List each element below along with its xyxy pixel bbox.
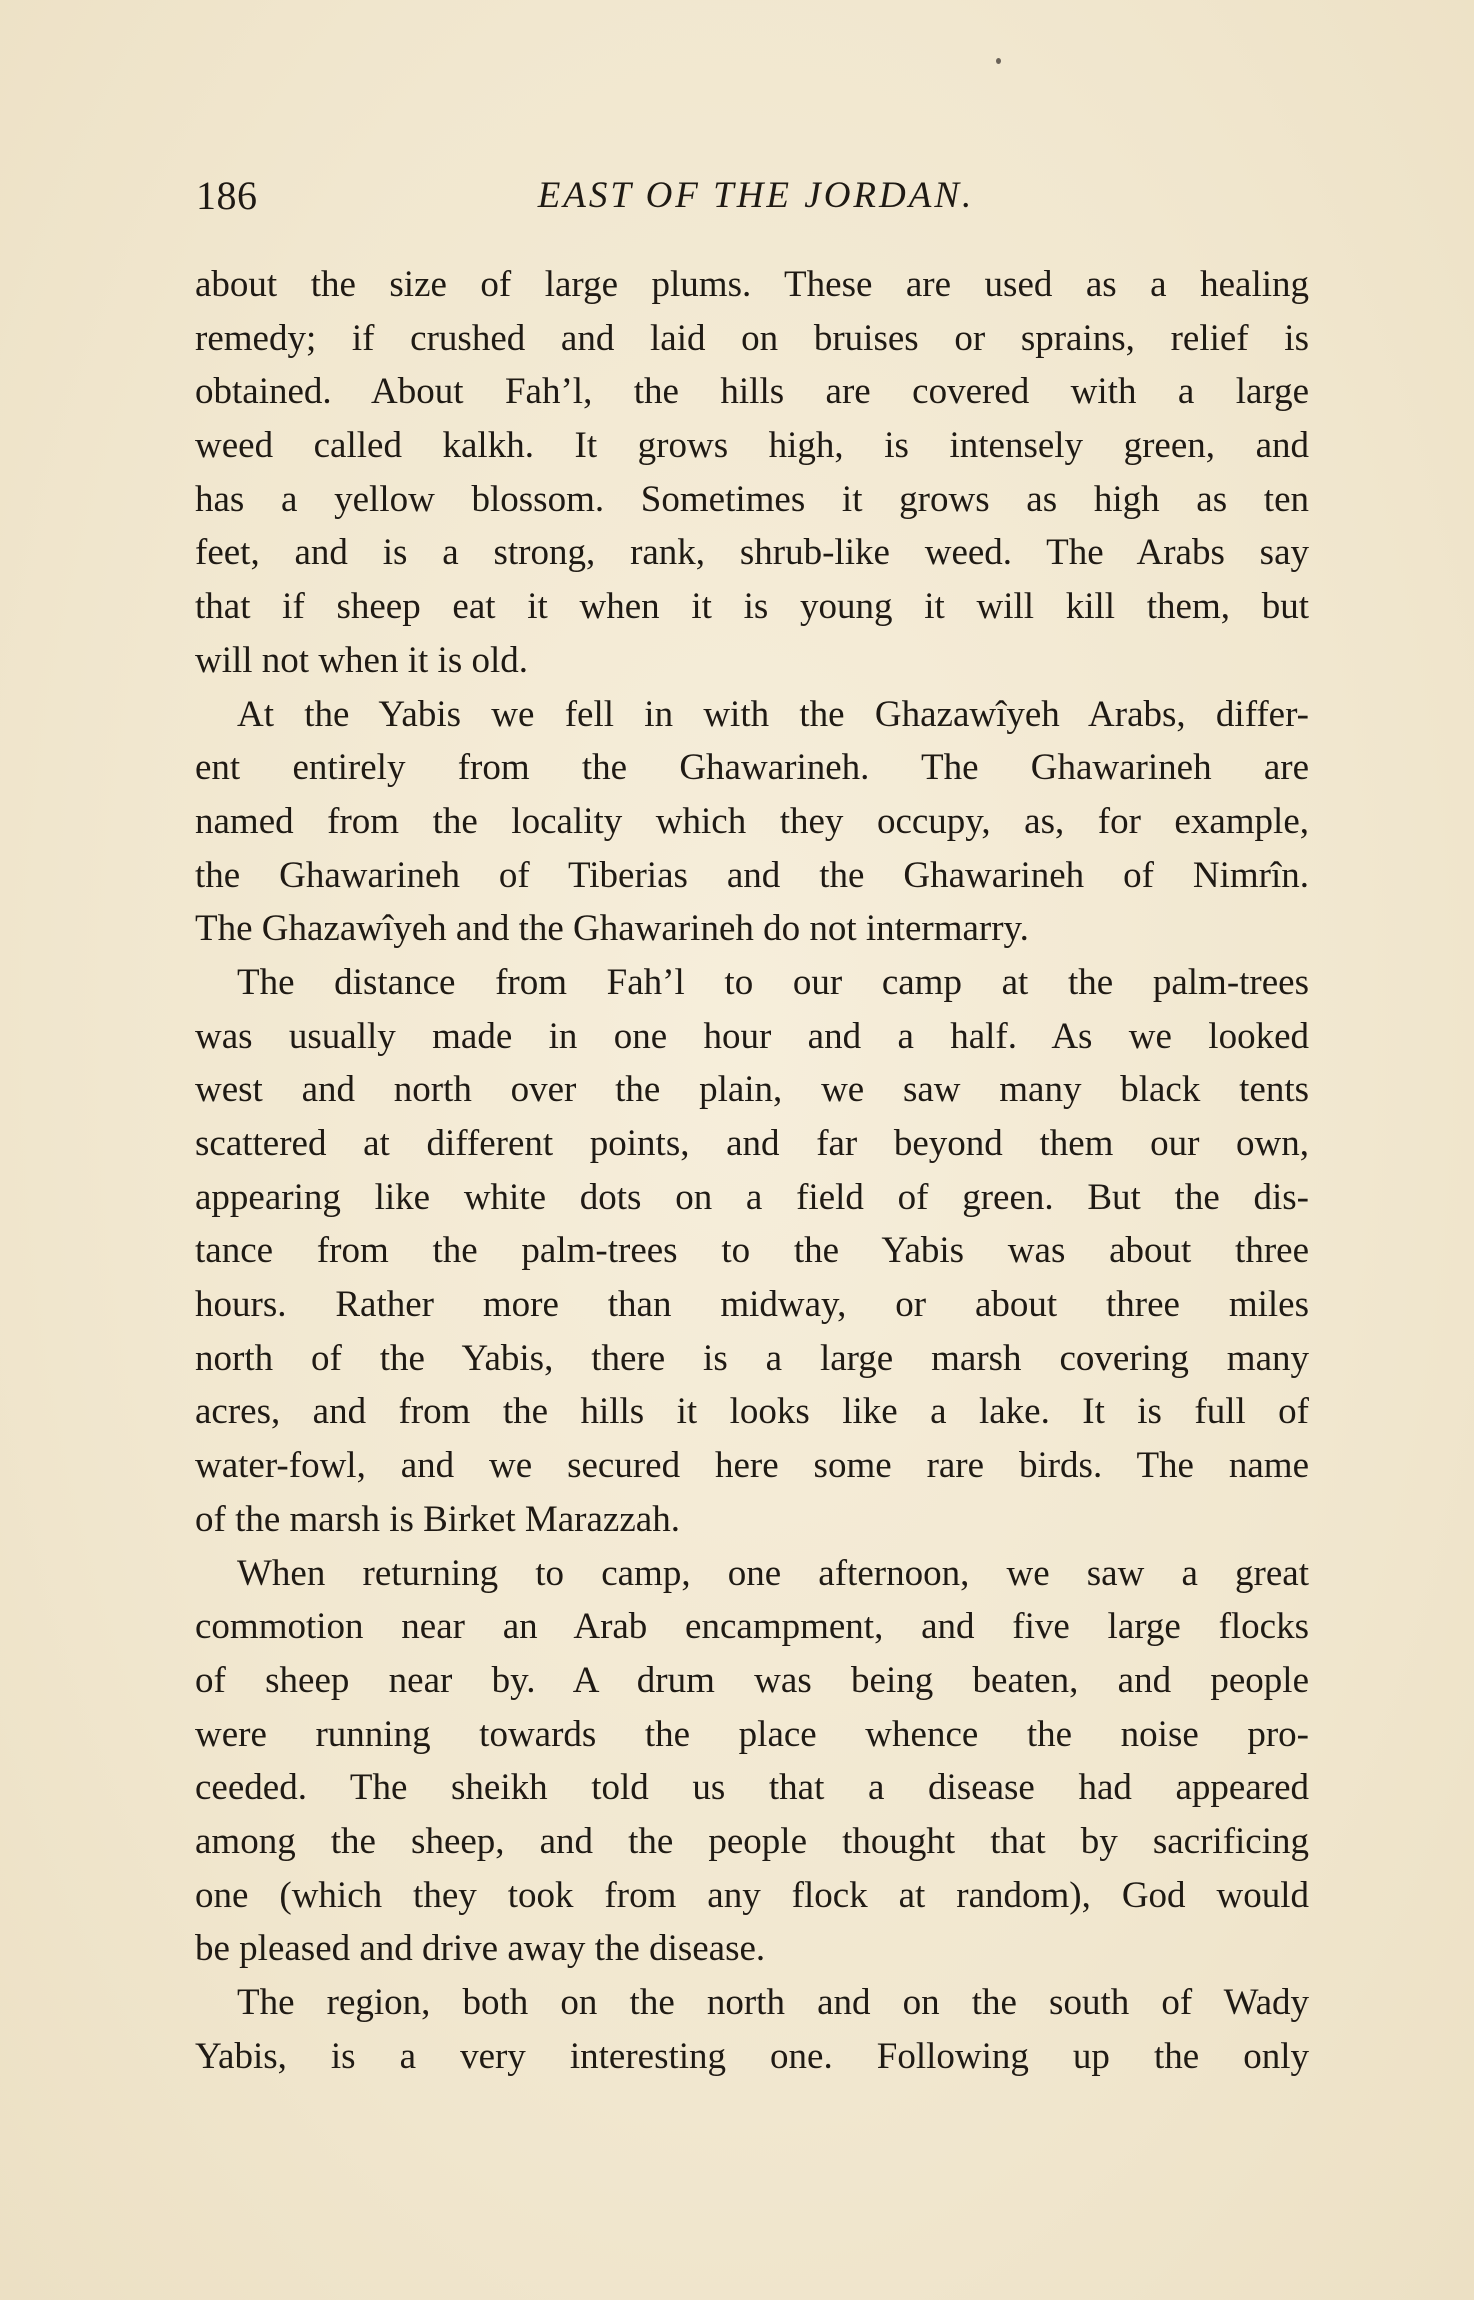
text-line: ceeded. The sheikh told us that a disease had appeared bbox=[195, 1767, 1309, 1809]
page-number: 186 bbox=[196, 173, 258, 218]
text-line: commotion near an Arab encampment, and five large flocks bbox=[195, 1606, 1309, 1648]
text-line: remedy; if crushed and laid on bruises or sprains, relief is bbox=[195, 317, 1309, 359]
text-line: that if sheep eat it when it is young it will kill them, but bbox=[195, 586, 1309, 628]
text-line: the Ghawarineh of Tiberias and the Ghawarineh of Nimrîn. bbox=[195, 854, 1309, 896]
text-line: The Ghazawîyeh and the Ghawarineh do not intermarry. bbox=[195, 908, 1029, 950]
text-line: weed called kalkh. It grows high, is intensely green, and bbox=[195, 425, 1309, 467]
ink-speck bbox=[996, 58, 1001, 64]
text-line: north of the Yabis, there is a large marsh covering many bbox=[195, 1337, 1309, 1379]
text-line: ent entirely from the Ghawarineh. The Ghawarineh are bbox=[195, 747, 1309, 789]
text-line: named from the locality which they occupy, as, for example, bbox=[195, 800, 1309, 842]
page-header bbox=[196, 168, 1308, 224]
text-line: were running towards the place whence the noise pro- bbox=[195, 1713, 1309, 1755]
body-text bbox=[195, 258, 1309, 2083]
text-line: When returning to camp, one afternoon, we saw a great bbox=[237, 1552, 1309, 1594]
text-line: appearing like white dots on a field of green. But the dis- bbox=[195, 1176, 1309, 1218]
running-title: EAST OF THE JORDAN. bbox=[537, 175, 975, 216]
text-line: The distance from Fah’l to our camp at the palm-trees bbox=[237, 961, 1309, 1003]
text-line: west and north over the plain, we saw many black tents bbox=[195, 1069, 1309, 1111]
text-line: obtained. About Fah’l, the hills are covered with a large bbox=[195, 371, 1309, 413]
text-line: be pleased and drive away the disease. bbox=[195, 1928, 766, 1970]
text-line: The region, both on the north and on the south of Wady bbox=[237, 1982, 1309, 2023]
text-line: acres, and from the hills it looks like a lake. It is full of bbox=[195, 1391, 1309, 1433]
text-line: tance from the palm-trees to the Yabis was about three bbox=[195, 1230, 1309, 1272]
text-line: feet, and is a strong, rank, shrub-like weed. The Arabs say bbox=[195, 532, 1309, 574]
text-line: At the Yabis we fell in with the Ghazawîyeh Arabs, differ- bbox=[237, 693, 1309, 735]
text-line: about the size of large plums. These are used as a healing bbox=[195, 264, 1309, 305]
text-line: Yabis, is a very interesting one. Following up the only bbox=[195, 2035, 1309, 2077]
text-line: of the marsh is Birket Marazzah. bbox=[195, 1498, 680, 1540]
text-line: hours. Rather more than midway, or about three miles bbox=[195, 1284, 1309, 1326]
text-line: of sheep near by. A drum was being beaten, and people bbox=[195, 1659, 1309, 1701]
text-line: water-fowl, and we secured here some rare birds. The name bbox=[195, 1445, 1309, 1487]
text-line: among the sheep, and the people thought that by sacrificing bbox=[195, 1820, 1309, 1862]
text-line: will not when it is old. bbox=[195, 639, 528, 681]
text-line: was usually made in one hour and a half. As we looked bbox=[195, 1015, 1309, 1057]
text-line: scattered at different points, and far beyond them our own, bbox=[195, 1123, 1309, 1164]
text-line: one (which they took from any flock at random), God would bbox=[195, 1874, 1309, 1916]
text-line: has a yellow blossom. Sometimes it grows as high as ten bbox=[195, 478, 1309, 520]
